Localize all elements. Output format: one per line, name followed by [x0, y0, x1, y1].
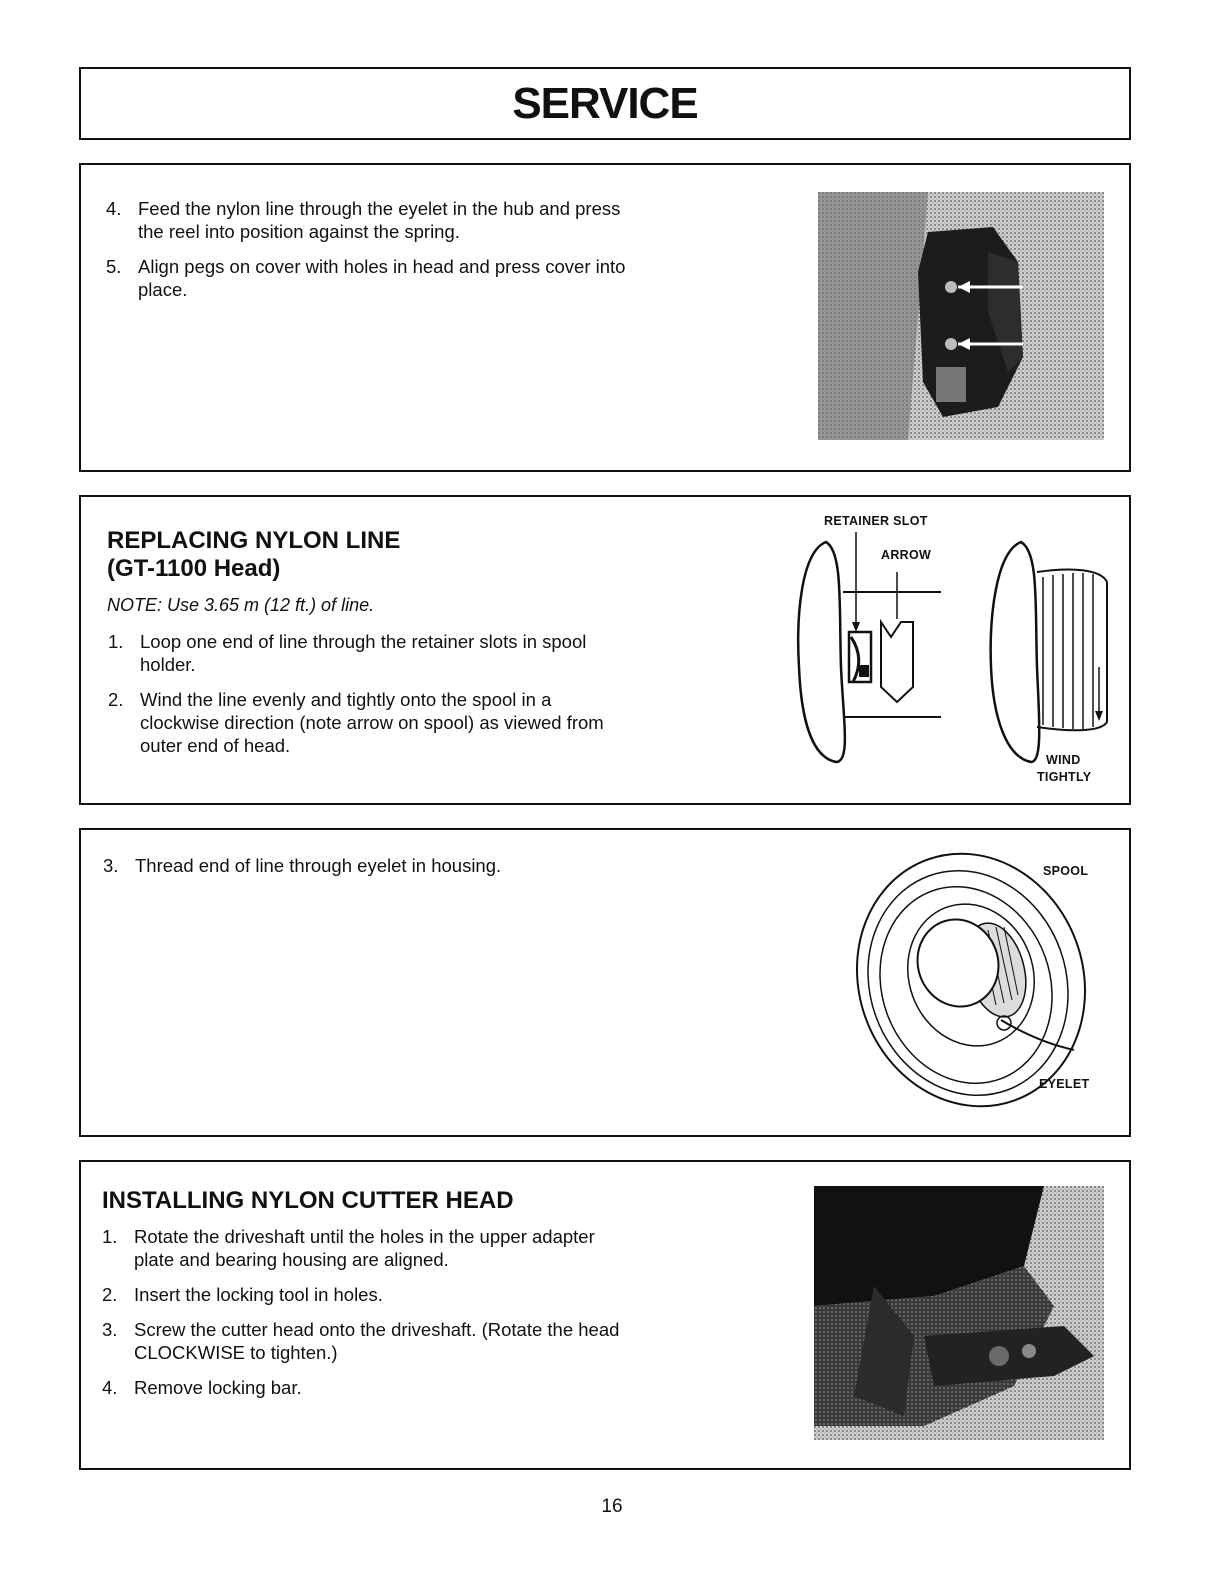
section-replacing-nylon-line [79, 495, 1131, 805]
section-heading: INSTALLING NYLON CUTTER HEAD [102, 1187, 514, 1214]
wind-label: WIND [1046, 753, 1081, 767]
title-banner [79, 67, 1131, 140]
cutter-head-photo [814, 1186, 1104, 1440]
step-list [106, 197, 626, 313]
step-text: Rotate the driveshaft until the holes in the upper adapter plate and bearing housing are aligned. [134, 1226, 595, 1270]
step-text: Wind the line evenly and tightly onto the spool in a clockwise direction (note arrow on spool) as viewed from outer end of head. [140, 689, 604, 756]
section-heading: REPLACING NYLON LINE (GT-1100 Head) [107, 527, 401, 582]
reel-cover-photo [818, 192, 1104, 440]
step-text: Align pegs on cover with holes in head and press cover into place. [138, 256, 626, 300]
section-thread-eyelet [79, 828, 1131, 1137]
section-reel-install [79, 163, 1131, 472]
page-title: SERVICE [512, 79, 698, 128]
step-text: Feed the nylon line through the eyelet in the hub and press the reel into position against the spring. [138, 198, 621, 242]
page-number: 16 [601, 1496, 623, 1517]
list-item: 5. Align pegs on cover with holes in head and press cover into place. [106, 256, 626, 300]
step-text: Screw the cutter head onto the driveshaft. (Rotate the head CLOCKWISE to tighten.) [134, 1319, 620, 1363]
section-installing-cutter-head [79, 1160, 1131, 1470]
step-text: Loop one end of line through the retainer slots in spool holder. [140, 631, 587, 675]
list-item: 4. Remove locking bar. [102, 1377, 302, 1398]
step-list [102, 1225, 622, 1411]
step-text: Remove locking bar. [134, 1377, 302, 1398]
arrow-label: ARROW [881, 548, 932, 562]
list-item: 3. Thread end of line through eyelet in housing. [103, 855, 502, 876]
list-item: 1. Rotate the driveshaft until the holes in the upper adapter plate and bearing housing are aligned. [102, 1226, 595, 1270]
step-text: Thread end of line through eyelet in housing. [135, 855, 502, 876]
eyelet-label: EYELET [1039, 1077, 1090, 1091]
list-item: 2. Wind the line evenly and tightly onto the spool in a clockwise direction (note arrow on spool) as viewed from outer end of head. [108, 689, 604, 756]
step-list [108, 630, 628, 769]
retainer-slot-label: RETAINER SLOT [824, 514, 928, 528]
list-item: 3. Screw the cutter head onto the driveshaft. (Rotate the head CLOCKWISE to tighten.) [102, 1319, 620, 1363]
step-text: Insert the locking tool in holes. [134, 1284, 383, 1305]
spool-label: SPOOL [1043, 864, 1089, 878]
step-list [103, 854, 623, 889]
tightly-label: TIGHTLY [1037, 770, 1092, 784]
list-item: 1. Loop one end of line through the retainer slots in spool holder. [108, 631, 587, 675]
list-item: 2. Insert the locking tool in holes. [102, 1284, 383, 1305]
note-text: NOTE: Use 3.65 m (12 ft.) of line. [107, 595, 375, 615]
list-item: 4. Feed the nylon line through the eyelet in the hub and press the reel into position against the spring. [106, 198, 621, 242]
